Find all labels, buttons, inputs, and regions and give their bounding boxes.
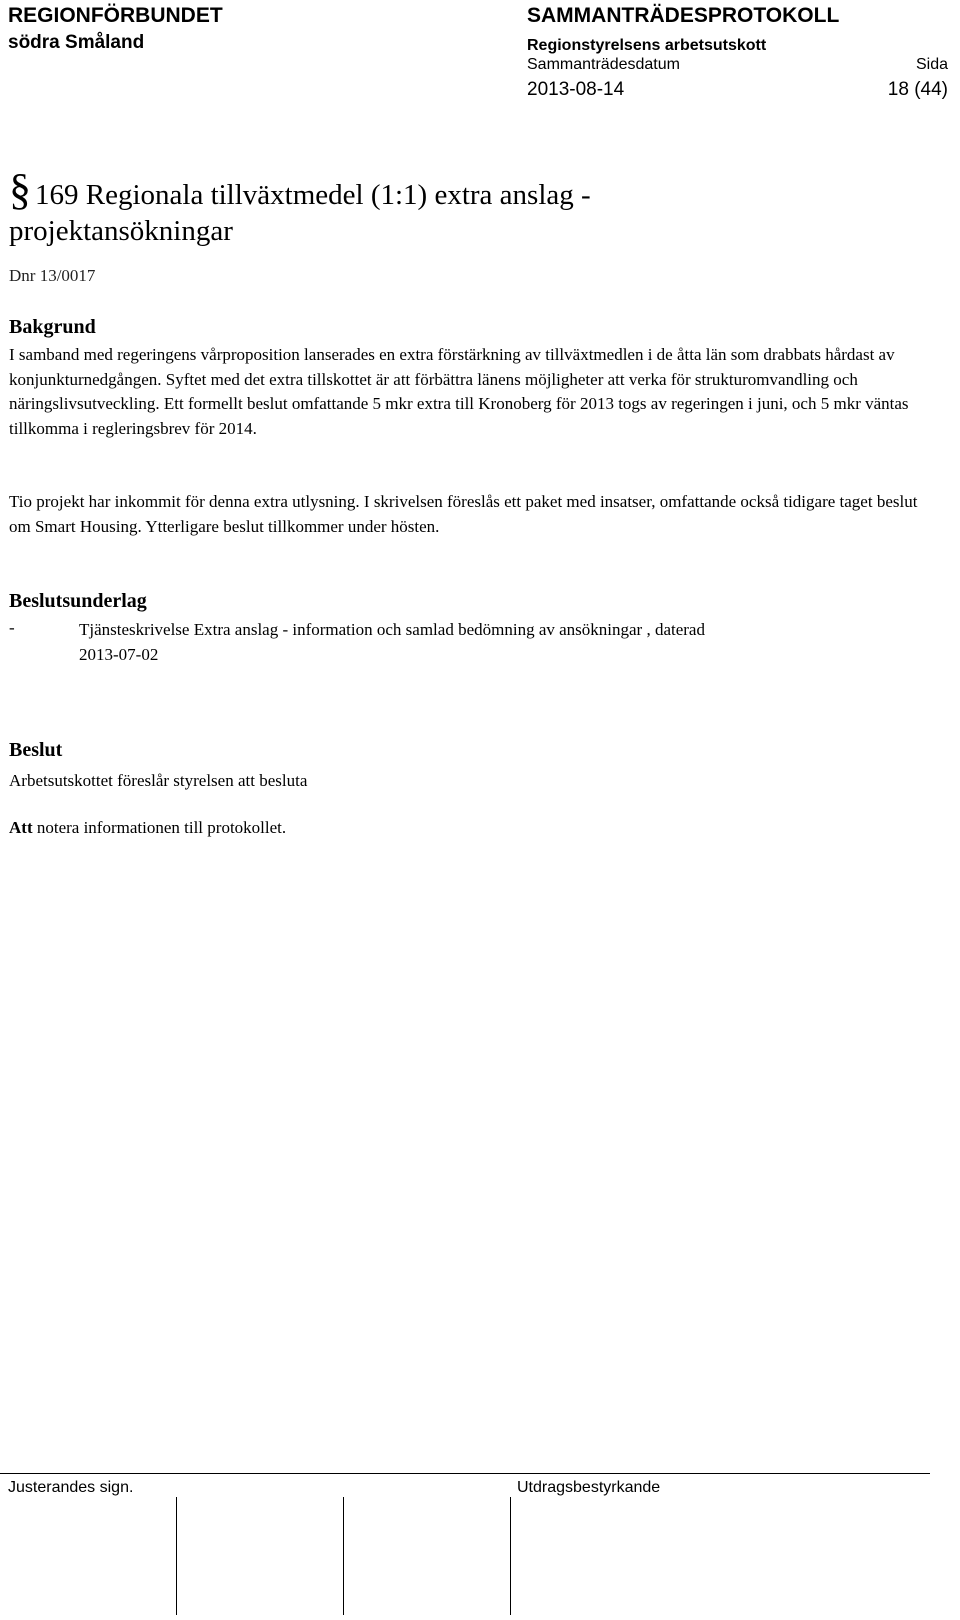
signature-box-divider [176, 1497, 177, 1615]
att-text: notera informationen till protokollet. [32, 818, 287, 837]
page-number: 18 (44) [887, 79, 948, 100]
organization-region: södra Småland [8, 32, 145, 53]
list-item-bullet: - [9, 618, 15, 637]
beslut-heading: Beslut [9, 739, 63, 761]
meeting-date-label: Sammanträdesdatum [527, 56, 680, 73]
section-title [9, 177, 795, 249]
list-item-line2: 2013-07-02 [79, 644, 159, 664]
document-title: SAMMANTRÄDESPROTOKOLL [527, 4, 840, 27]
list-item [79, 618, 929, 667]
document-subtitle: Regionstyrelsens arbetsutskott [527, 37, 767, 54]
diary-number: Dnr 13/0017 [9, 266, 96, 285]
list-item-line1: Tjänsteskrivelse Extra anslag - information och samlad bedömning av ansökningar , daterad [79, 620, 705, 639]
signature-box-divider [510, 1497, 511, 1615]
organization-name: REGIONFÖRBUNDET [8, 4, 223, 27]
page-label: Sida [915, 56, 948, 73]
beslutsunderlag-heading: Beslutsunderlag [9, 590, 147, 612]
bakgrund-paragraph-2: Tio projekt har inkommit för denna extra utlysning. I skrivelsen föreslås ett paket med insatser, omfattande också tidigare taget beslut om Smart Housing. Ytterligare beslut tillkommer under hösten. [9, 492, 918, 536]
justerandes-sign-label: Justerandes sign. [8, 1479, 134, 1496]
bakgrund-paragraph-1: I samband med regeringens vårproposition lanserades en extra förstärkning av tillväxtmedlen i de åtta län som drabbats hårdast av konjunkturnedgången. Syftet med det extra tillskottet är att förbättra länens möjligheter att verka för strukturomvandling och näringslivsutveckling. Ett formellt beslut omfattande 5 mkr extra till Kronoberg för 2013 togs av regeringen i juni, och 5 mkr väntas tillkomma i regleringsbrev för 2014. [9, 345, 909, 438]
section-title-line2: projektansökningar [9, 215, 233, 247]
meeting-date: 2013-08-14 [527, 79, 625, 100]
beslut-att-clause [9, 818, 286, 838]
section-title-line1: 169 Regionala tillväxtmedel (1:1) extra anslag - [35, 179, 591, 211]
beslut-intro: Arbetsutskottet föreslår styrelsen att besluta [9, 771, 308, 790]
bakgrund-heading: Bakgrund [9, 316, 96, 338]
signature-box-divider [343, 1497, 344, 1615]
section-symbol: § [9, 165, 31, 214]
utdragsbestyrkande-label: Utdragsbestyrkande [517, 1479, 661, 1496]
att-keyword: Att [9, 818, 33, 837]
footer-divider [0, 1473, 930, 1474]
